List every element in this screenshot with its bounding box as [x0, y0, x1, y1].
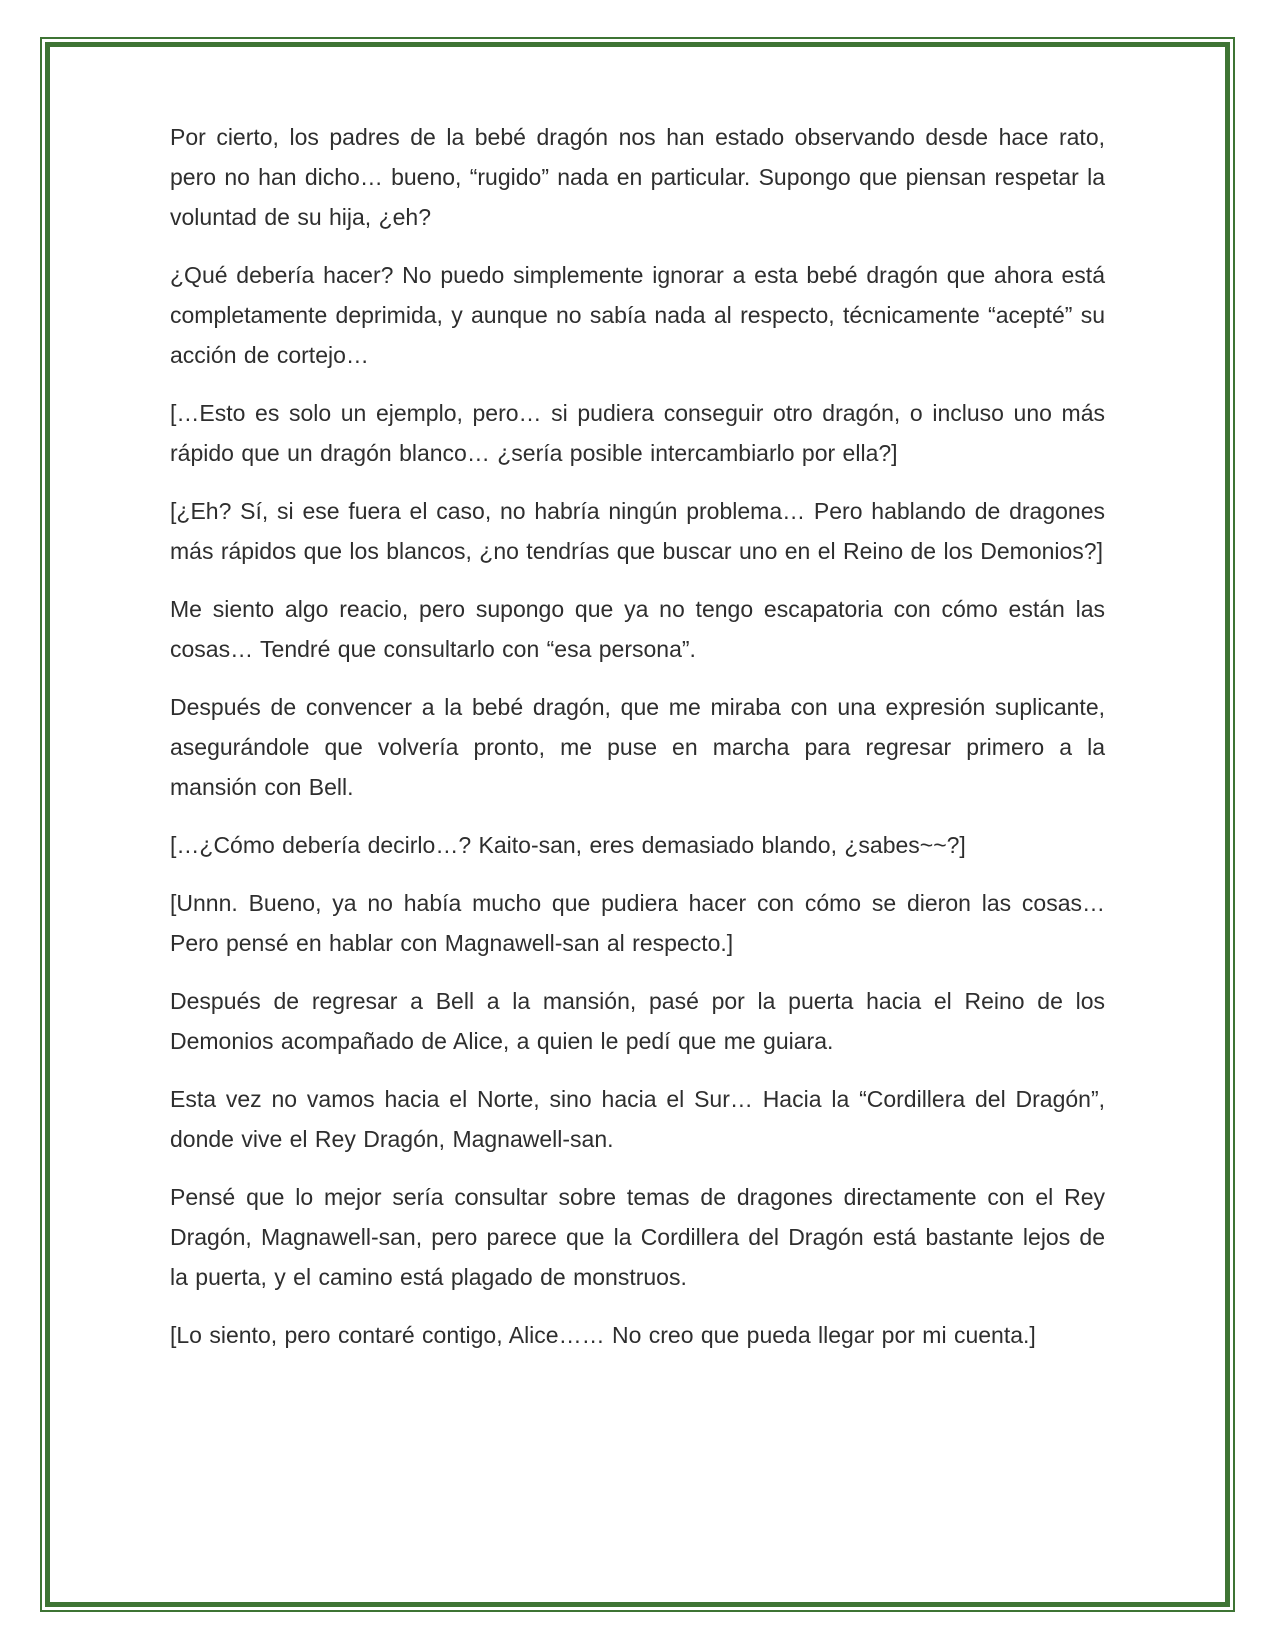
paragraph-4: [¿Eh? Sí, si ese fuera el caso, no habría ningún problema… Pero hablando de dragones más rápidos que los blancos, ¿no tendrías que buscar uno en el Reino de los Demonios?]	[170, 498, 1105, 564]
paragraph-7: […¿Cómo debería decirlo…? Kaito-san, eres demasiado blando, ¿sabes~~?]	[170, 832, 966, 858]
paragraph-6: Después de convencer a la bebé dragón, que me miraba con una expresión suplicante, asegurándole que volvería pronto, me puse en marcha para regresar primero a la mansión con Bell.	[170, 694, 1105, 800]
paragraph-1: Por cierto, los padres de la bebé dragón nos han estado observando desde hace rato, pero no han dicho… bueno, “rugido” nada en particular. Supongo que piensan respetar la voluntad de su hija, ¿eh?	[170, 124, 1105, 230]
paragraph-9: Después de regresar a Bell a la mansión, pasé por la puerta hacia el Reino de los Demonios acompañado de Alice, a quien le pedí que me guiara.	[170, 988, 1105, 1054]
paragraph-10: Esta vez no vamos hacia el Norte, sino hacia el Sur… Hacia la “Cordillera del Dragón”, donde vive el Rey Dragón, Magnawell-san.	[170, 1086, 1105, 1152]
paragraph-3: […Esto es solo un ejemplo, pero… si pudiera conseguir otro dragón, o incluso uno más rápido que un dragón blanco… ¿sería posible intercambiarlo por ella?]	[170, 400, 1105, 466]
paragraph-8: [Unnn. Bueno, ya no había mucho que pudiera hacer con cómo se dieron las cosas… Pero pensé en hablar con Magnawell-san al respecto.]	[170, 890, 1105, 956]
paragraph-2: ¿Qué debería hacer? No puedo simplemente ignorar a esta bebé dragón que ahora está completamente deprimida, y aunque no sabía nada al respecto, técnicamente “acepté” su acción de cortejo…	[170, 262, 1105, 368]
paragraph-12: [Lo siento, pero contaré contigo, Alice…… No creo que pueda llegar por mi cuenta.]	[170, 1322, 1036, 1348]
paragraph-5: Me siento algo reacio, pero supongo que ya no tengo escapatoria con cómo están las cosas… Tendré que consultarlo con “esa persona”.	[170, 596, 1105, 662]
document-content	[50, 47, 1225, 1602]
paragraph-11: Pensé que lo mejor sería consultar sobre temas de dragones directamente con el Rey Dragón, Magnawell-san, pero parece que la Cordillera del Dragón está bastante lejos de la puerta, y el camino está plagado de monstruos.	[170, 1184, 1105, 1290]
